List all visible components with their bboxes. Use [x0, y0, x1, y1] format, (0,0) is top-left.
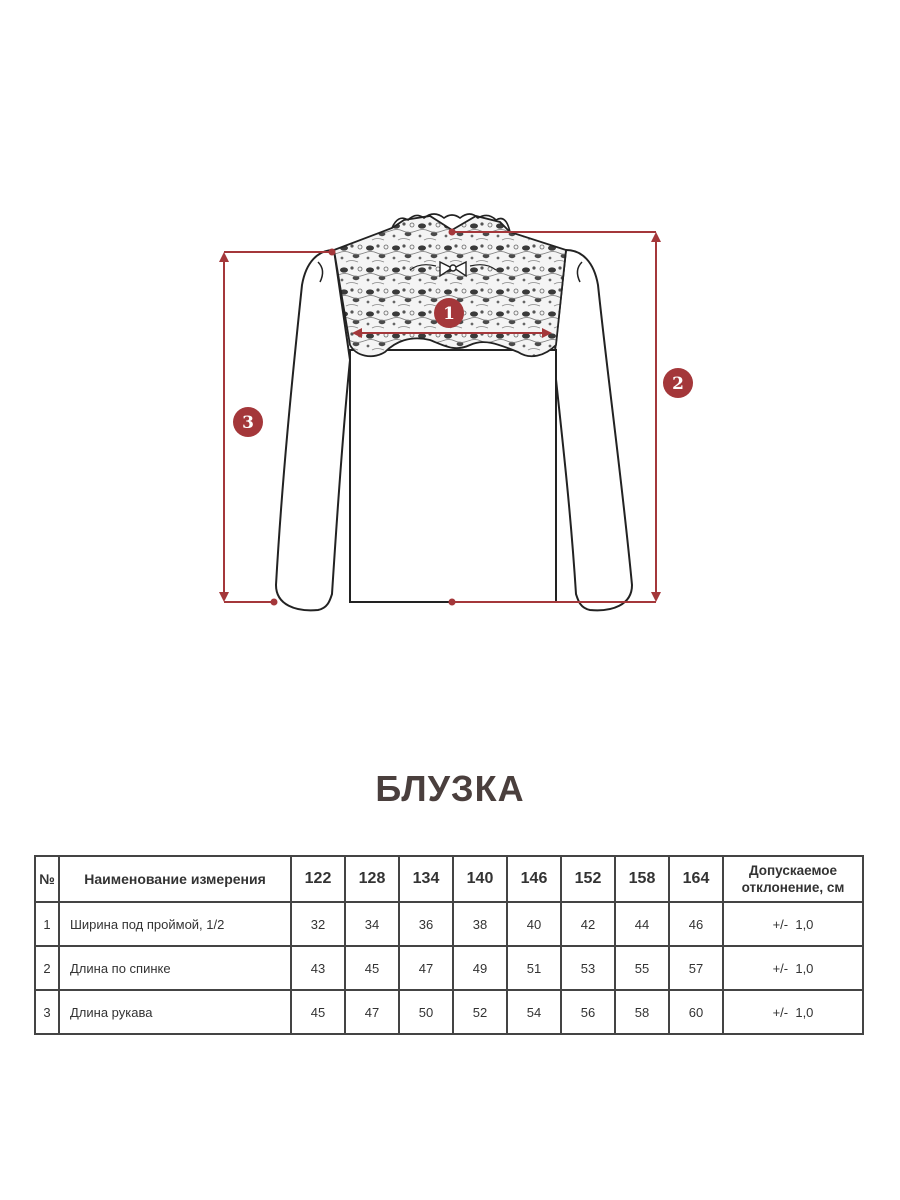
row-value: 56	[561, 990, 615, 1034]
row-value: 55	[615, 946, 669, 990]
row-value: 49	[453, 946, 507, 990]
row-num: 2	[35, 946, 59, 990]
header-size: 122	[291, 856, 345, 902]
marker-2-label: 2	[672, 374, 684, 394]
row-value: 54	[507, 990, 561, 1034]
size-table	[34, 855, 864, 1035]
row-value: 53	[561, 946, 615, 990]
lace-yoke	[334, 214, 566, 356]
blouse-body	[350, 350, 556, 602]
header-num: №	[35, 856, 59, 902]
row-value: 32	[291, 902, 345, 946]
row-value: 45	[291, 990, 345, 1034]
row-value: 42	[561, 902, 615, 946]
header-size: 146	[507, 856, 561, 902]
row-value: 47	[345, 990, 399, 1034]
marker-1-label: 1	[443, 304, 455, 324]
row-value: 57	[669, 946, 723, 990]
header-size: 158	[615, 856, 669, 902]
row-value: 36	[399, 902, 453, 946]
row-value: 46	[669, 902, 723, 946]
row-value: 52	[453, 990, 507, 1034]
table-header-row	[35, 856, 863, 902]
marker-3-label: 3	[242, 413, 254, 433]
row-name: Ширина под проймой, 1/2	[59, 902, 291, 946]
row-value: 43	[291, 946, 345, 990]
row-value: 50	[399, 990, 453, 1034]
header-size: 128	[345, 856, 399, 902]
header-size: 164	[669, 856, 723, 902]
row-name: Длина рукава	[59, 990, 291, 1034]
header-tolerance-line2: отклонение, см	[741, 880, 845, 895]
table-row	[35, 946, 863, 990]
right-sleeve	[554, 250, 632, 610]
row-value: 38	[453, 902, 507, 946]
marker-2	[663, 368, 693, 398]
row-value: 45	[345, 946, 399, 990]
page-title: БЛУЗКА	[375, 768, 525, 809]
row-value: 34	[345, 902, 399, 946]
row-tolerance: +/- 1,0	[723, 990, 863, 1034]
row-value: 60	[669, 990, 723, 1034]
header-size: 140	[453, 856, 507, 902]
row-value: 51	[507, 946, 561, 990]
header-name: Наименование измерения	[59, 856, 291, 902]
table-row	[35, 902, 863, 946]
header-size: 134	[399, 856, 453, 902]
table-row	[35, 990, 863, 1034]
marker-3	[233, 407, 263, 437]
row-value: 58	[615, 990, 669, 1034]
header-tolerance	[723, 856, 863, 902]
row-num: 1	[35, 902, 59, 946]
row-value: 47	[399, 946, 453, 990]
marker-1	[434, 298, 464, 328]
row-tolerance: +/- 1,0	[723, 902, 863, 946]
row-num: 3	[35, 990, 59, 1034]
header-tolerance-line1: Допускаемое	[748, 863, 838, 878]
row-name: Длина по спинке	[59, 946, 291, 990]
row-value: 44	[615, 902, 669, 946]
left-sleeve	[276, 250, 350, 610]
row-tolerance: +/- 1,0	[723, 946, 863, 990]
header-size: 152	[561, 856, 615, 902]
row-value: 40	[507, 902, 561, 946]
